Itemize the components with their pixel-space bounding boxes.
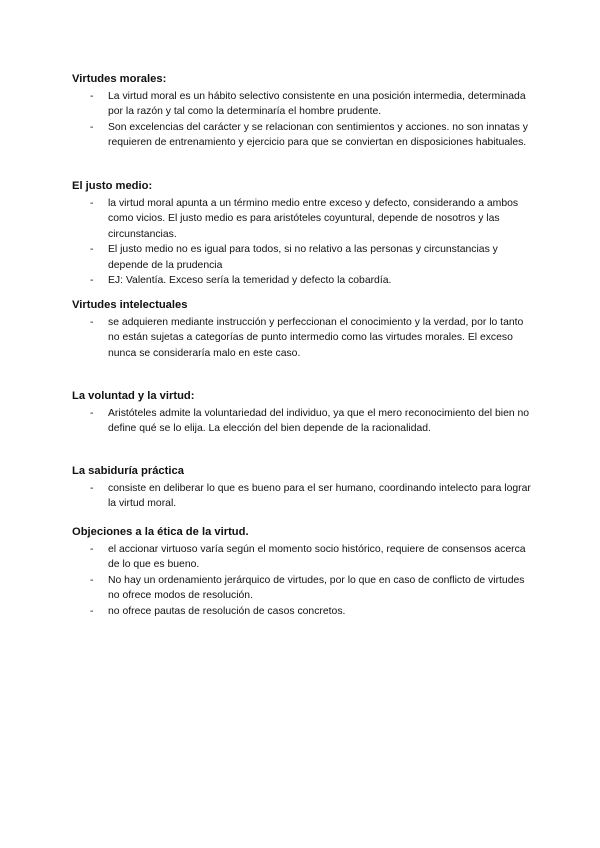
list-item	[72, 315, 532, 361]
bullet-dash: -	[90, 244, 94, 256]
list-item	[72, 542, 532, 573]
list-item-text: se adquieren mediante instrucción y perfeccionan el conocimiento y la verdad, por lo tanto no están sujetas a categorías de punto intermedio como las virtudes morales. El exceso nunca se consideraría malo en este caso.	[108, 317, 524, 359]
list-item-text: El justo medio no es igual para todos, si no relativo a las personas y circunstancias y depende de la prudencia	[108, 244, 498, 271]
list-item	[72, 481, 532, 512]
section-heading: La voluntad y la virtud:	[72, 390, 195, 402]
list-item	[72, 89, 532, 120]
list-item-text: consiste en deliberar lo que es bueno para el ser humano, coordinando intelecto para lograr la virtud moral.	[108, 483, 531, 510]
section-objeciones	[72, 525, 532, 619]
list-item	[72, 273, 532, 288]
bullet-dash: -	[90, 198, 94, 209]
bullet-dash: -	[90, 275, 94, 287]
list-item-text: la virtud moral apunta a un término medio entre exceso y defecto, considerando a ambos como vicios. El justo medio es para aristóteles coyuntural, depende de nosotros y las circunstancias.	[108, 198, 519, 240]
list-item-text: EJ: Valentía. Exceso sería la temeridad y defecto la cobardía.	[108, 275, 392, 287]
list-item	[72, 120, 532, 151]
section-justo-medio	[72, 179, 532, 288]
section-voluntad-virtud	[72, 389, 532, 437]
list-item-text: no ofrece pautas de resolución de casos concretos.	[108, 605, 346, 617]
section-virtudes-morales	[72, 72, 532, 151]
section-heading: Virtudes morales:	[72, 73, 167, 85]
bullet-dash: -	[90, 121, 94, 133]
list-item-text: el accionar virtuoso varía según el momento socio histórico, requiere de consensos acerca de lo que es bueno.	[108, 544, 526, 571]
bullet-dash: -	[90, 317, 94, 328]
bullet-list	[72, 196, 532, 288]
bullet-dash: -	[90, 605, 94, 617]
bullet-list	[72, 542, 532, 619]
bullet-dash: -	[90, 574, 94, 586]
bullet-list	[72, 315, 532, 361]
list-item	[72, 406, 532, 437]
bullet-list	[72, 89, 532, 151]
list-item-text: No hay un ordenamiento jerárquico de virtudes, por lo que en caso de conflicto de virtudes no ofrece modos de resolución.	[108, 574, 525, 602]
section-heading: El justo medio:	[72, 180, 153, 192]
list-item-text: Aristóteles admite la voluntariedad del individuo, ya que el mero reconocimiento del bien no define qué se lo elija. La elección del bien depende de la racionalidad.	[108, 408, 530, 435]
section-virtudes-intelectuales	[72, 298, 532, 361]
list-item	[72, 242, 532, 273]
bullet-dash: -	[90, 483, 94, 494]
list-item-text: Son excelencias del carácter y se relacionan con sentimientos y acciones. no son innatas y requieren de entrenamiento y ejercicio para que se conviertan en disposiciones habituales.	[108, 121, 528, 149]
bullet-list	[72, 406, 532, 437]
list-item	[72, 196, 532, 242]
list-item	[72, 604, 532, 619]
bullet-dash: -	[90, 91, 94, 102]
bullet-list	[72, 481, 532, 512]
list-item-text: La virtud moral es un hábito selectivo consistente en una posición intermedia, determinada por la razón y tal como la determinaría el hombre prudente.	[108, 91, 526, 118]
list-item	[72, 573, 532, 604]
bullet-dash: -	[90, 408, 94, 419]
section-heading: La sabiduría práctica	[72, 465, 184, 477]
section-heading: Virtudes intelectuales	[72, 299, 188, 311]
section-sabiduria-practica	[72, 464, 532, 512]
section-heading: Objeciones a la ética de la virtud.	[72, 526, 249, 538]
bullet-dash: -	[90, 544, 94, 555]
